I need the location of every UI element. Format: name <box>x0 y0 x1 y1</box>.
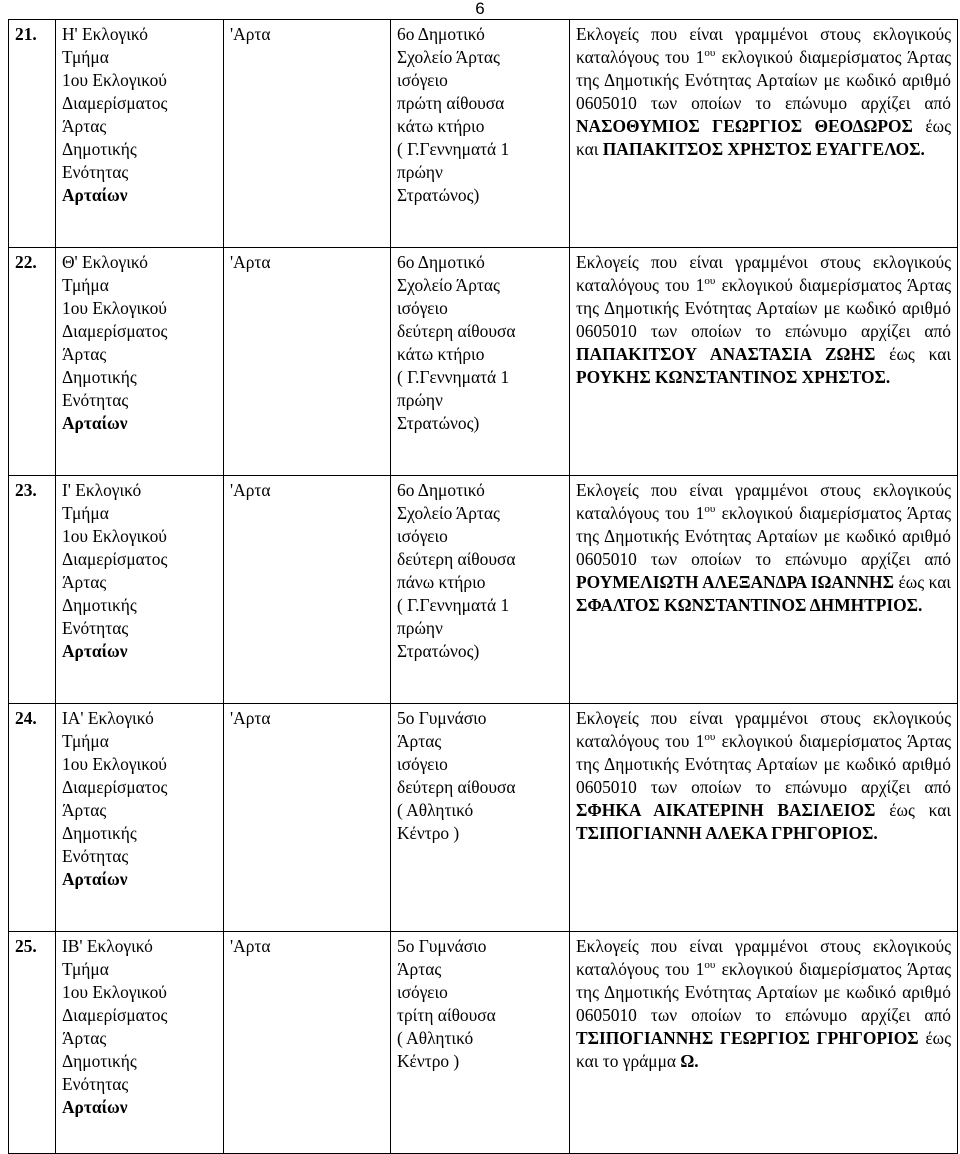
venue-line: πρώην <box>397 618 443 638</box>
ordinal-suffix: ου <box>704 503 716 515</box>
venue-line: Άρτας <box>397 959 442 979</box>
ordinal-suffix: ου <box>704 275 716 287</box>
section-line: Άρτας <box>62 344 107 364</box>
venue-cell <box>391 248 570 476</box>
row-number-cell: 22. <box>9 248 56 476</box>
venue-line: 5ο Γυμνάσιο <box>397 936 487 956</box>
section-line: Ενότητας <box>62 1074 129 1094</box>
section-line: Ενότητας <box>62 846 129 866</box>
desc-middle: εκλογικού διαμερίσματος Άρτας της Δημοτικής Ενότητας Αρταίων με κωδικό αριθμό 0605010 των οποίων το επώνυμο αρχίζει από <box>576 959 952 1025</box>
ordinal-suffix: ου <box>704 47 716 59</box>
voters-description-cell <box>570 476 958 704</box>
venue-line: δεύτερη αίθουσα <box>397 777 516 797</box>
section-line: 1ου Εκλογικού <box>62 754 167 774</box>
voters-description-cell <box>570 704 958 932</box>
venue-line: δεύτερη αίθουσα <box>397 321 516 341</box>
table-row <box>9 20 958 248</box>
venue-line: Κέντρο ) <box>397 1051 460 1071</box>
surname-from: ΝΑΣΟΘΥΜΙΟΣ ΓΕΩΡΓΙΟΣ ΘΕΟΔΩΡΟΣ <box>576 116 913 136</box>
section-line: Ενότητας <box>62 390 129 410</box>
section-line: Δημοτικής <box>62 367 137 387</box>
table-row <box>9 704 958 932</box>
ordinal-suffix: ου <box>704 731 716 743</box>
city-cell: 'Αρτα <box>224 704 391 932</box>
surname-to: ΡΟΥΚΗΣ ΚΩΝΣΤΑΝΤΙΝΟΣ ΧΡΗΣΤΟΣ. <box>576 367 891 387</box>
section-line: Η' Εκλογικό <box>62 24 148 44</box>
venue-line: Άρτας <box>397 731 442 751</box>
section-line: Αρταίων <box>62 1097 128 1117</box>
venue-line: πρώην <box>397 162 443 182</box>
city-cell: 'Αρτα <box>224 248 391 476</box>
venue-cell <box>391 20 570 248</box>
desc-prefix: Εκλογείς που είναι γραμμένοι στους εκλογικούς καταλόγους του 1 <box>576 480 951 523</box>
electoral-section-cell <box>56 476 224 704</box>
desc-connector: έως και το γράμμα <box>576 1028 951 1071</box>
venue-line: ισόγειο <box>397 754 448 774</box>
desc-connector: έως και <box>875 344 951 364</box>
venue-line: ισόγειο <box>397 70 448 90</box>
section-line: Διαμερίσματος <box>62 549 168 569</box>
section-line: Διαμερίσματος <box>62 321 168 341</box>
row-number-cell: 21. <box>9 20 56 248</box>
section-line: Αρταίων <box>62 185 128 205</box>
table-body <box>9 20 958 1154</box>
section-line: Θ' Εκλογικό <box>62 252 148 272</box>
venue-line: Στρατώνος) <box>397 413 480 433</box>
electoral-section-cell <box>56 704 224 932</box>
desc-middle: εκλογικού διαμερίσματος Άρτας της Δημοτικής Ενότητας Αρταίων με κωδικό αριθμό 0605010 των οποίων το επώνυμο αρχίζει από <box>576 503 952 569</box>
section-line: Τμήμα <box>62 503 109 523</box>
voters-description-cell <box>570 932 958 1154</box>
page-number: 6 <box>475 0 485 18</box>
desc-prefix: Εκλογείς που είναι γραμμένοι στους εκλογικούς καταλόγους του 1 <box>576 936 951 979</box>
surname-from: ΡΟΥΜΕΛΙΩΤΗ ΑΛΕΞΑΝΔΡΑ ΙΩΑΝΝΗΣ <box>576 572 894 592</box>
surname-to: ΣΦΑΛΤΟΣ ΚΩΝΣΤΑΝΤΙΝΟΣ ΔΗΜΗΤΡΙΟΣ. <box>576 595 923 615</box>
section-line: Αρταίων <box>62 413 128 433</box>
table-row <box>9 476 958 704</box>
section-line: 1ου Εκλογικού <box>62 70 167 90</box>
surname-to: ΠΑΠΑΚΙΤΣΟΣ ΧΡΗΣΤΟΣ ΕΥΑΓΓΕΛΟΣ. <box>602 139 925 159</box>
venue-line: Κέντρο ) <box>397 823 460 843</box>
polling-stations-table <box>8 19 958 1154</box>
section-line: Άρτας <box>62 1028 107 1048</box>
section-line: Τμήμα <box>62 275 109 295</box>
section-line: ΙΒ' Εκλογικό <box>62 936 153 956</box>
venue-line: ( Γ.Γεννηματά 1 <box>397 367 510 387</box>
desc-prefix: Εκλογείς που είναι γραμμένοι στους εκλογικούς καταλόγους του 1 <box>576 252 951 295</box>
venue-line: δεύτερη αίθουσα <box>397 549 516 569</box>
section-line: Ι' Εκλογικό <box>62 480 142 500</box>
venue-line: ( Αθλητικό <box>397 800 474 820</box>
section-line: Διαμερίσματος <box>62 777 168 797</box>
desc-connector: έως και <box>893 572 951 592</box>
venue-line: 6ο Δημοτικό <box>397 24 485 44</box>
venue-line: 6ο Δημοτικό <box>397 252 485 272</box>
section-line: Άρτας <box>62 116 107 136</box>
desc-connector: έως και <box>576 116 951 159</box>
section-line: Αρταίων <box>62 641 128 661</box>
desc-prefix: Εκλογείς που είναι γραμμένοι στους εκλογικούς καταλόγους του 1 <box>576 708 951 751</box>
venue-line: 6ο Δημοτικό <box>397 480 485 500</box>
section-line: Διαμερίσματος <box>62 1005 168 1025</box>
section-line: 1ου Εκλογικού <box>62 298 167 318</box>
venue-line: ( Γ.Γεννηματά 1 <box>397 139 510 159</box>
venue-line: Στρατώνος) <box>397 641 480 661</box>
electoral-section-cell <box>56 248 224 476</box>
section-line: Δημοτικής <box>62 823 137 843</box>
venue-line: ισόγειο <box>397 298 448 318</box>
venue-cell <box>391 932 570 1154</box>
venue-line: πρώην <box>397 390 443 410</box>
venue-line: Σχολείο Άρτας <box>397 47 500 67</box>
table-row <box>9 932 958 1154</box>
section-line: Τμήμα <box>62 47 109 67</box>
venue-line: πρώτη αίθουσα <box>397 93 505 113</box>
desc-middle: εκλογικού διαμερίσματος Άρτας της Δημοτικής Ενότητας Αρταίων με κωδικό αριθμό 0605010 των οποίων το επώνυμο αρχίζει από <box>576 47 952 113</box>
section-line: Δημοτικής <box>62 1051 137 1071</box>
venue-line: ισόγειο <box>397 982 448 1002</box>
section-line: Αρταίων <box>62 869 128 889</box>
section-line: Ενότητας <box>62 618 129 638</box>
table-row <box>9 248 958 476</box>
section-line: Τμήμα <box>62 731 109 751</box>
venue-line: ( Αθλητικό <box>397 1028 474 1048</box>
section-line: Τμήμα <box>62 959 109 979</box>
voters-description-cell <box>570 20 958 248</box>
section-line: Δημοτικής <box>62 595 137 615</box>
surname-to: ΤΣΙΠΟΓΙΑΝΝΗ ΑΛΕΚΑ ΓΡΗΓΟΡΙΟΣ. <box>576 823 878 843</box>
electoral-section-cell <box>56 932 224 1154</box>
venue-line: Στρατώνος) <box>397 185 480 205</box>
venue-line: τρίτη αίθουσα <box>397 1005 496 1025</box>
venue-line: πάνω κτήριο <box>397 572 486 592</box>
desc-prefix: Εκλογείς που είναι γραμμένοι στους εκλογικούς καταλόγους του 1 <box>576 24 951 67</box>
city-cell: 'Αρτα <box>224 476 391 704</box>
desc-middle: εκλογικού διαμερίσματος Άρτας της Δημοτικής Ενότητας Αρταίων με κωδικό αριθμό 0605010 των οποίων το επώνυμο αρχίζει από <box>576 731 952 797</box>
desc-middle: εκλογικού διαμερίσματος Άρτας της Δημοτικής Ενότητας Αρταίων με κωδικό αριθμό 0605010 των οποίων το επώνυμο αρχίζει από <box>576 275 952 341</box>
electoral-section-cell <box>56 20 224 248</box>
section-line: Διαμερίσματος <box>62 93 168 113</box>
venue-line: ισόγειο <box>397 526 448 546</box>
surname-from: ΣΦΗΚΑ ΑΙΚΑΤΕΡΙΝΗ ΒΑΣΙΛΕΙΟΣ <box>576 800 876 820</box>
venue-line: 5ο Γυμνάσιο <box>397 708 487 728</box>
row-number-cell: 25. <box>9 932 56 1154</box>
venue-line: ( Γ.Γεννηματά 1 <box>397 595 510 615</box>
venue-cell <box>391 476 570 704</box>
desc-connector: έως και <box>875 800 951 820</box>
ordinal-suffix: ου <box>704 959 716 971</box>
section-line: 1ου Εκλογικού <box>62 982 167 1002</box>
city-cell: 'Αρτα <box>224 932 391 1154</box>
section-line: Ενότητας <box>62 162 129 182</box>
row-number-cell: 23. <box>9 476 56 704</box>
venue-cell <box>391 704 570 932</box>
venue-line: Σχολείο Άρτας <box>397 503 500 523</box>
venue-line: κάτω κτήριο <box>397 344 485 364</box>
surname-to: Ω. <box>680 1051 699 1071</box>
venue-line: κάτω κτήριο <box>397 116 485 136</box>
city-cell: 'Αρτα <box>224 20 391 248</box>
voters-description-cell <box>570 248 958 476</box>
surname-from: ΤΣΙΠΟΓΙΑΝΝΗΣ ΓΕΩΡΓΙΟΣ ΓΡΗΓΟΡΙΟΣ <box>576 1028 919 1048</box>
venue-line: Σχολείο Άρτας <box>397 275 500 295</box>
section-line: 1ου Εκλογικού <box>62 526 167 546</box>
section-line: Δημοτικής <box>62 139 137 159</box>
section-line: Άρτας <box>62 800 107 820</box>
surname-from: ΠΑΠΑΚΙΤΣΟΥ ΑΝΑΣΤΑΣΙΑ ΖΩΗΣ <box>576 344 876 364</box>
section-line: ΙΑ' Εκλογικό <box>62 708 154 728</box>
row-number-cell: 24. <box>9 704 56 932</box>
section-line: Άρτας <box>62 572 107 592</box>
